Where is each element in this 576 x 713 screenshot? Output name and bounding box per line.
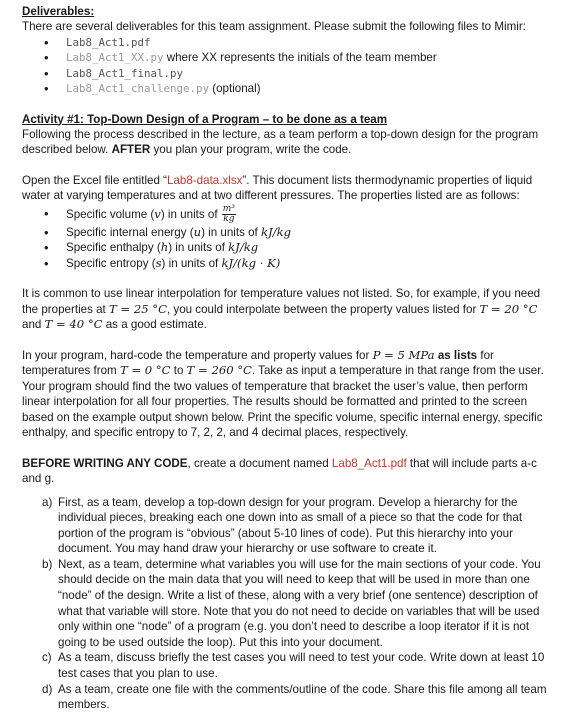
activity-paragraph-5: BEFORE WRITING ANY CODE, create a document named Lab8_Act1.pdf that will include parts a-c and g. xyxy=(22,456,537,485)
volume-unit-fraction: $\frac{\text{m³}}{kg}$ xyxy=(222,203,235,224)
steps-list xyxy=(22,495,556,713)
list-item: • Specific enthalpy (h) in units of kJ/kg xyxy=(22,240,556,256)
pdf-file-name: Lab8_Act1.pdf xyxy=(331,456,407,470)
activity-heading: Activity #1: Top-Down Design of a Program – to be done as a team xyxy=(22,112,388,126)
properties-list xyxy=(22,204,556,272)
excel-file-name: Lab8-data.xlsx xyxy=(167,173,243,187)
list-item xyxy=(22,35,556,51)
deliverables-heading: Deliverables: xyxy=(22,5,95,18)
activity-paragraph-4: In your program, hard-code the temperature and property values for P = 5 MPa as lists for temperatures from T = 0 °C to T = 260 °C. Take as input a temperature in that range from the user. Your program should find the two values of temperature that bracket the user’s value, then perform linear interpolation for all four properties. The results should be formatted and printed to the screen based on the example output shown below. Print the specific volume, specific internal energy, specific enthalpy, and specific entropy to 7, 2, 2, and 4 decimal places, respectively. xyxy=(22,347,544,439)
list-item: d) As a team, create one file with the comments/outline of the code. Share this file among all team members. xyxy=(42,682,547,712)
activity-paragraph-3: It is common to use linear interpolation for temperature values not listed. So, for example, if you need the properties at T = 25 °C, you could interpolate between the property values listed for T = 20 °C and T = 40 °C as a good estimate. xyxy=(22,287,541,331)
list-item: • Lab8_Act1_XX.py where XX represents the initials of the team member xyxy=(22,50,556,66)
file-name: Lab8_Act1_challenge.py xyxy=(66,82,210,95)
list-item: • Specific entropy (s) in units of kJ/(kg · K) xyxy=(22,256,556,272)
list-item xyxy=(22,66,556,82)
file-name: Lab8_Act1_XX.py xyxy=(66,51,164,64)
document-page xyxy=(22,4,556,713)
list-item: a) First, as a team, develop a top-down design for your program. Develop a hierarchy for the individual pieces, breaking each one down into as small of a piece so that the code for that portion of the program is “obvious” (about 5-10 lines of code). Put this hierarchy into your document. You may hand draw your hierarchy or use software to create it. xyxy=(42,495,523,556)
list-item: b) Next, as a team, determine what variables you will use for the main sections of your code. You should decide on the main data that you will need to keep that will be used in more than one “node” of the design. Write a list of these, along with a very brief (one sentence) description of what that variable will store. Note that you do not need to decide on variables that will be used only within one “node” of a program (e.g. you don’t need to describe a loop iterator if it is not going to be used outside the loop). Put this into your document. xyxy=(42,557,541,649)
file-name: Lab8_Act1_final.py xyxy=(66,66,184,80)
activity-paragraph-1: Following the process described in the lecture, as a team perform a top-down design for the program described below. AFTER you plan your program, write the code. xyxy=(22,127,539,156)
activity-paragraph-2: Open the Excel file entitled “Lab8-data.xlsx”. This document lists thermodynamic properties of liquid water at varying temperatures and at two different pressures. The properties listed are as follows: xyxy=(22,173,533,202)
list-item: c) As a team, discuss briefly the test cases you will need to test your code. Write down at least 10 test cases that you plan to use. xyxy=(42,651,545,681)
list-item: • Specific volume (v) in units of $\frac{\text{m³}}{kg}$ xyxy=(22,204,556,225)
deliverables-list xyxy=(22,35,556,97)
deliverables-intro: There are several deliverables for this team assignment. Please submit the following files to Mimir: xyxy=(22,20,526,33)
list-item: • Lab8_Act1_challenge.py (optional) xyxy=(22,81,556,97)
list-item: • Specific internal energy (u) in units of kJ/kg xyxy=(22,225,556,241)
file-name: Lab8_Act1.pdf xyxy=(66,35,151,49)
